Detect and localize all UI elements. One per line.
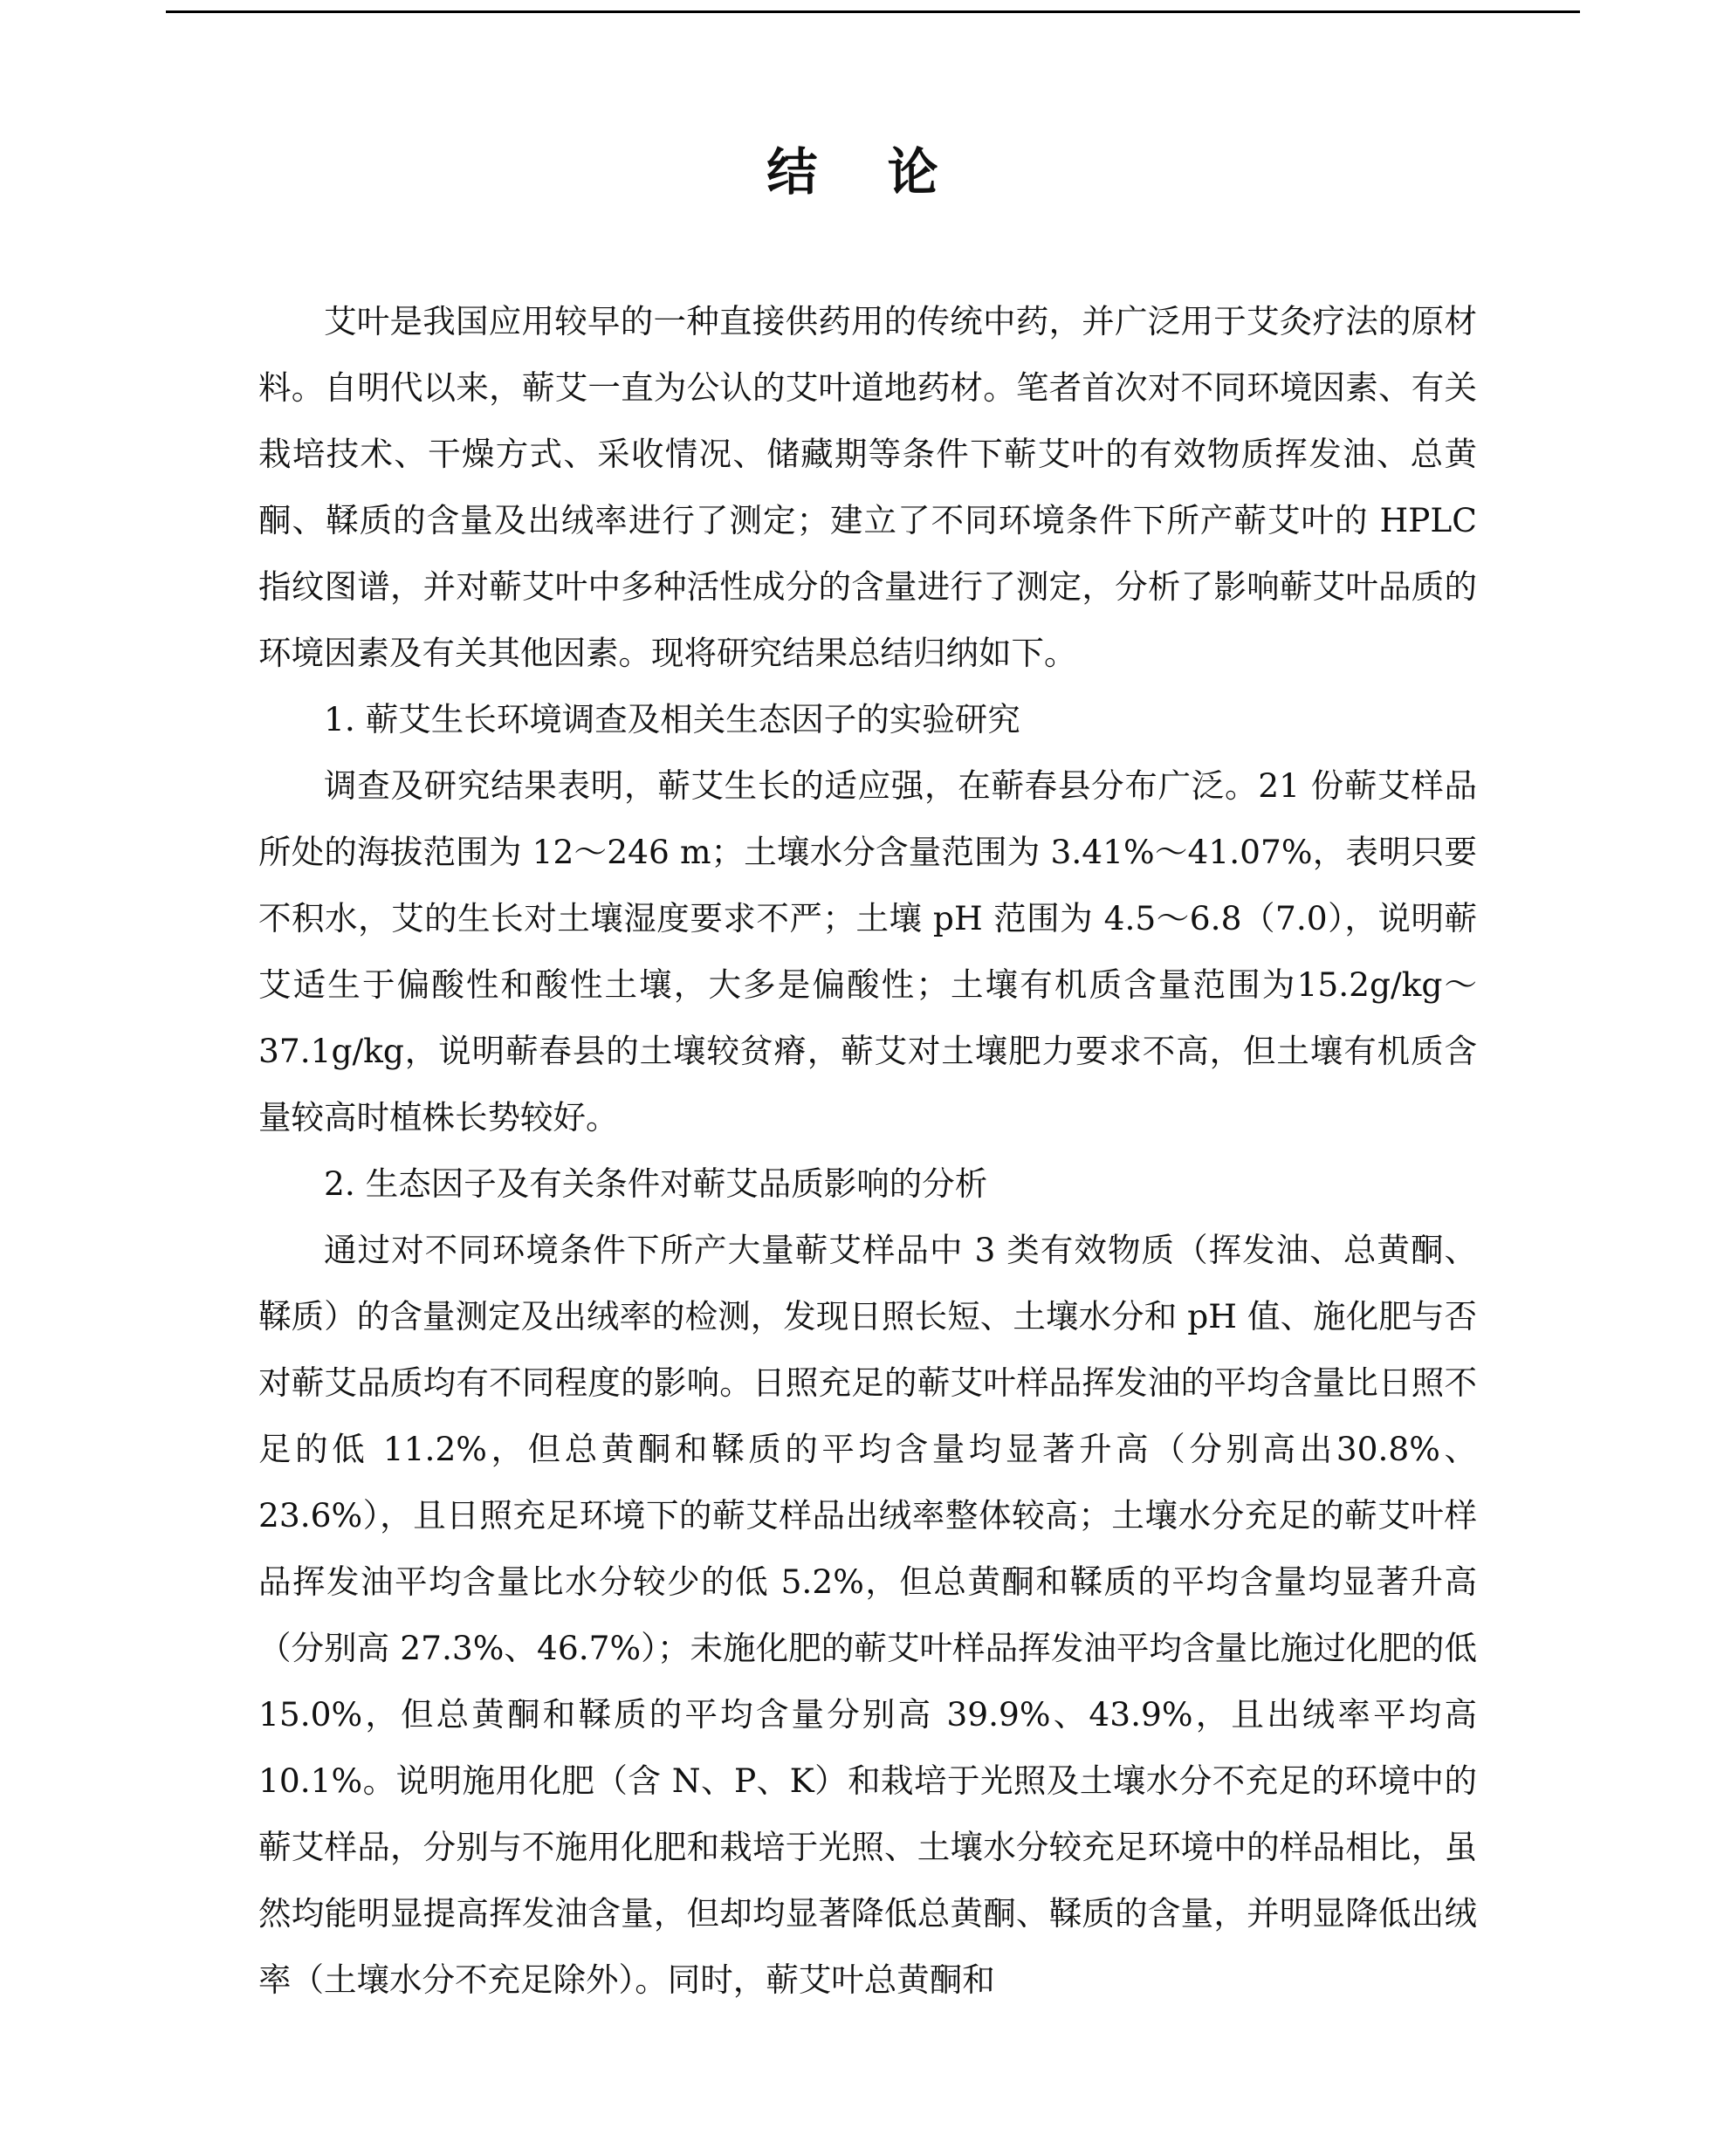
body-text bbox=[258, 288, 1477, 2013]
header-rule bbox=[166, 10, 1580, 13]
section-2-paragraph: 通过对不同环境条件下所产大量蕲艾样品中 3 类有效物质（挥发油、总黄酮、鞣质）的含量测定及出绒率的检测，发现日照长短、土壤水分和 pH 值、施化肥与否对蕲艾品质均有不同程度的影响。日照充足的蕲艾叶样品挥发油的平均含量比日照不足的低 11.2%，但总黄酮和鞣质的平均含量均显著升高（分别高出30.8%、23.6%），且日照充足环境下的蕲艾样品出绒率整体较高；土壤水分充足的蕲艾叶样品挥发油平均含量比水分较少的低 5.2%，但总黄酮和鞣质的平均含量均显著升高（分别高 27.3%、46.7%）；未施化肥的蕲艾叶样品挥发油平均含量比施过化肥的低 15.0%，但总黄酮和鞣质的平均含量分别高 39.9%、43.9%，且出绒率平均高 10.1%。说明施用化肥（含 N、P、K）和栽培于光照及土壤水分不充足的环境中的蕲艾样品，分别与不施用化肥和栽培于光照、土壤水分较充足环境中的样品相比，虽然均能明显提高挥发油含量，但却均显著降低总黄酮、鞣质的含量，并明显降低出绒率（土壤水分不充足除外）。同时，蕲艾叶总黄酮和 bbox=[258, 1231, 1477, 1999]
section-heading-2: 2. 生态因子及有关条件对蕲艾品质影响的分析 bbox=[324, 1164, 988, 1203]
section-heading-1: 1. 蕲艾生长环境调查及相关生态因子的实验研究 bbox=[324, 700, 1020, 738]
section-1-paragraph: 调查及研究结果表明，蕲艾生长的适应强，在蕲春县分布广泛。21 份蕲艾样品所处的海拔范围为 12～246 m；土壤水分含量范围为 3.41%～41.07%，表明只要不积水，艾的生长对土壤湿度要求不严；土壤 pH 范围为 4.5～6.8（7.0），说明蕲艾适生于偏酸性和酸性土壤，大多是偏酸性；土壤有机质含量范围为15.2g/kg～37.1g/kg，说明蕲春县的土壤较贫瘠，蕲艾对土壤肥力要求不高，但土壤有机质含量较高时植株长势较好。 bbox=[258, 766, 1477, 1136]
intro-paragraph: 艾叶是我国应用较早的一种直接供药用的传统中药，并广泛用于艾灸疗法的原材料。自明代以来，蕲艾一直为公认的艾叶道地药材。笔者首次对不同环境因素、有关栽培技术、干燥方式、采收情况、储藏期等条件下蕲艾叶的有效物质挥发油、总黄酮、鞣质的含量及出绒率进行了测定；建立了不同环境条件下所产蕲艾叶的 HPLC 指纹图谱，并对蕲艾叶中多种活性成分的含量进行了测定，分析了影响蕲艾叶品质的环境因素及有关其他因素。现将研究结果总结归纳如下。 bbox=[258, 302, 1477, 672]
page-title: 结 论 bbox=[766, 142, 965, 202]
